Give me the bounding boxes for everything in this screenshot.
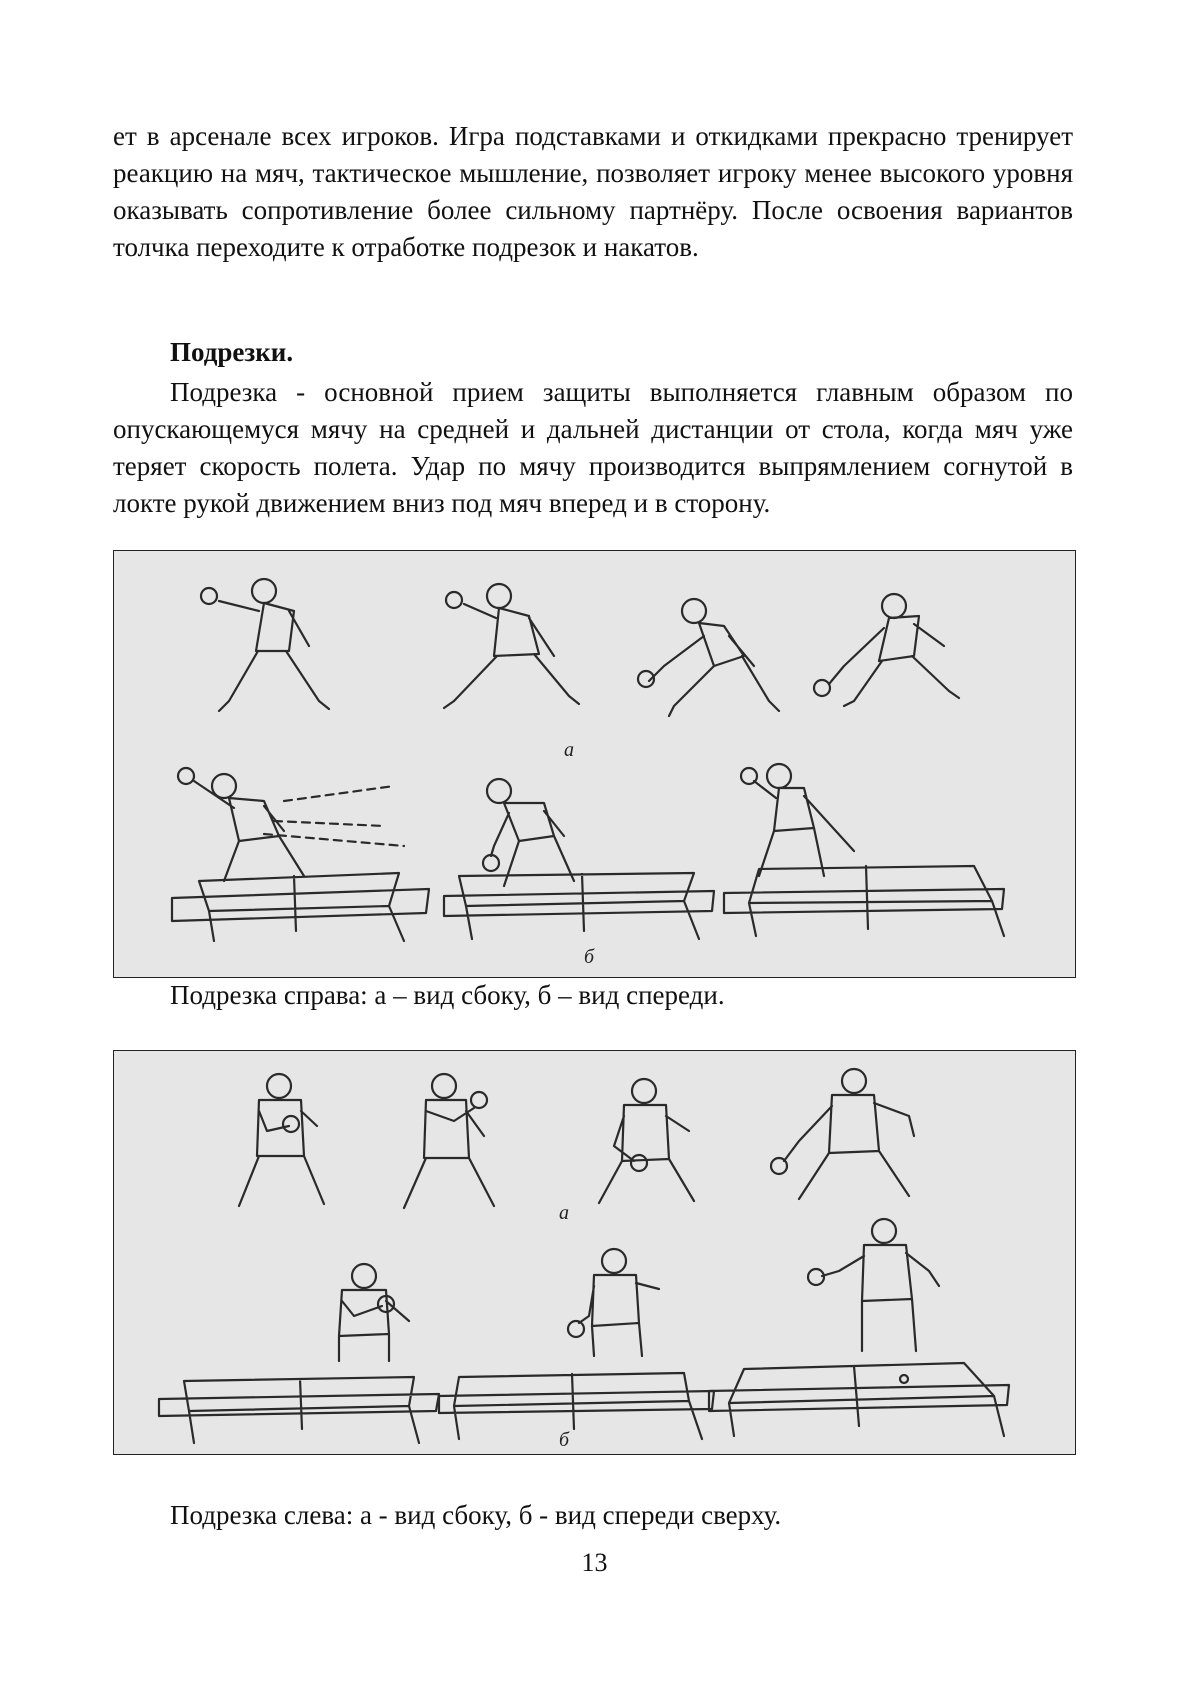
- figure-forehand-chop: [113, 550, 1076, 978]
- player-sketch: [239, 1074, 324, 1206]
- intro-paragraph: ет в арсенале всех игроков. Игра подставками и откидками прекрасно тренирует реакцию на мяч, тактическое мышление, позволяет игроку менее высокого уровня оказывать сопротивление более сильному партнёру. После освоения вариантов толчка переходите к отработке подрезок и накатов.: [113, 121, 1073, 262]
- player-sketch: [201, 579, 329, 711]
- figure-backhand-chop-drawing: [114, 1051, 1075, 1454]
- player-sketch: [339, 1264, 409, 1361]
- player-sketch: [404, 1074, 494, 1208]
- section-heading: Подрезки.: [170, 337, 294, 367]
- player-sketch: [638, 599, 779, 716]
- figure-caption: Подрезка слева: а - вид сбоку, б - вид спереди сверху.: [170, 1500, 782, 1530]
- figure-forehand-chop-drawing: [114, 551, 1075, 977]
- table-sketch: [439, 1373, 714, 1439]
- player-sketch: [808, 1219, 939, 1351]
- figure-label-b: б: [559, 1429, 570, 1451]
- figure-label-a: а: [559, 1202, 569, 1224]
- figure-label-a: а: [564, 739, 574, 761]
- table-sketch: [724, 866, 1004, 936]
- player-sketch: [444, 584, 579, 708]
- body-paragraph: Подрезка - основной прием защиты выполняется главным образом по опускающемуся мячу на средней и дальней дистанции от стола, когда мяч уже теряет скорость полета. Удар по мячу производится выпрямлением согнутой в локте рукой движением вниз под мяч вперед и в сторону.: [113, 377, 1073, 518]
- figure-caption: Подрезка справа: а – вид сбоку, б – вид спереди.: [170, 980, 725, 1010]
- player-sketch: [814, 594, 959, 706]
- table-sketch: [444, 873, 714, 939]
- player-sketch: [568, 1249, 659, 1356]
- figure-backhand-chop: [113, 1050, 1076, 1455]
- player-sketch: [771, 1069, 914, 1199]
- player-sketch: [483, 779, 574, 886]
- page-number: 13: [581, 1548, 608, 1577]
- player-sketch: [178, 768, 404, 881]
- table-sketch: [709, 1363, 1009, 1436]
- table-sketch: [159, 1377, 439, 1443]
- player-sketch: [741, 764, 854, 876]
- table-sketch: [172, 873, 429, 941]
- player-sketch: [599, 1079, 694, 1203]
- figure-label-b: б: [584, 946, 595, 968]
